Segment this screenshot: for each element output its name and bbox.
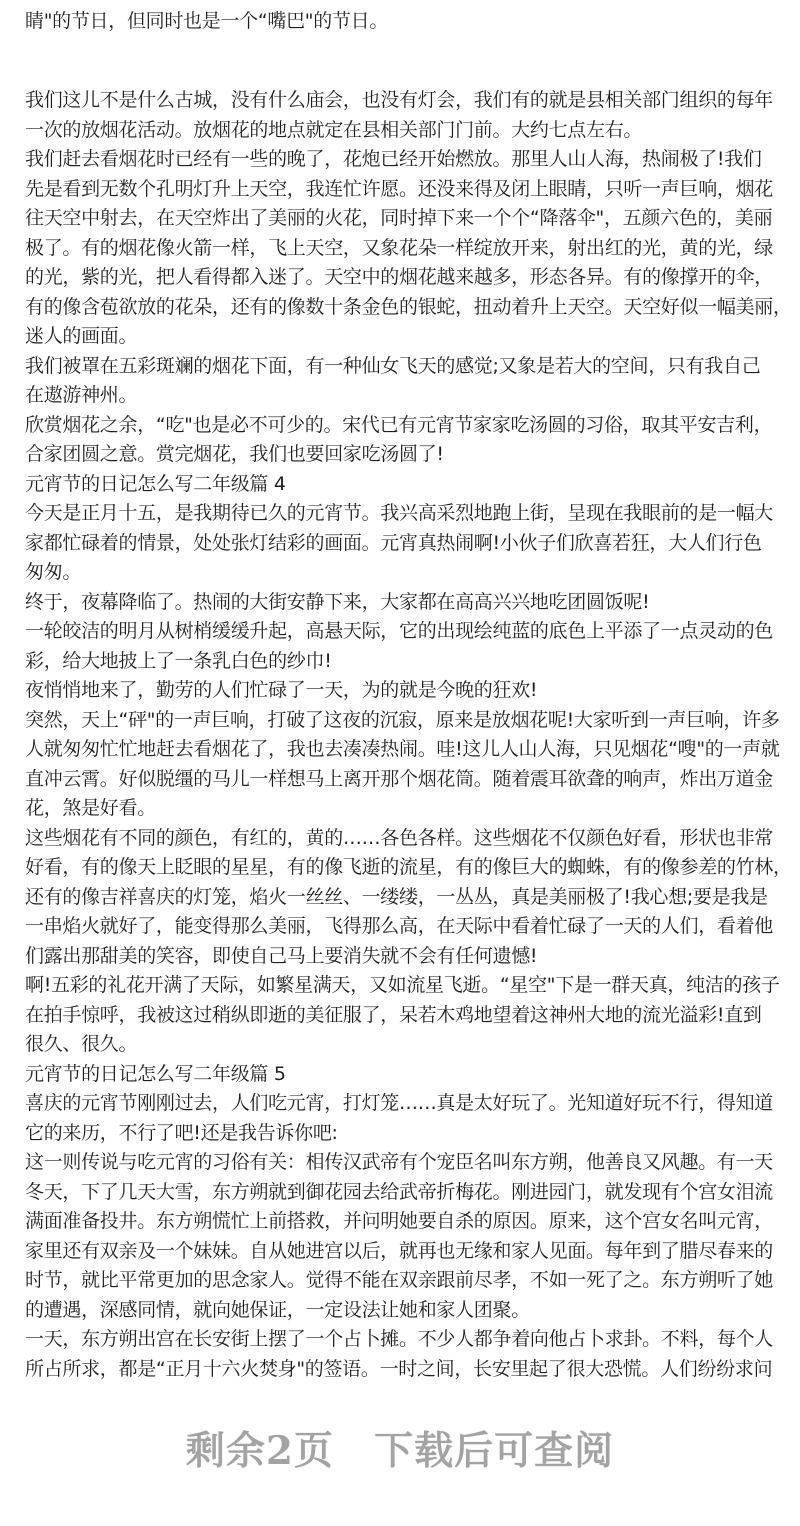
text-line: 啊!五彩的礼花开满了天际，如繁星满天，又如流星飞逝。“星空"下是一群天真，纯洁的孩子 (25, 974, 780, 996)
text-line: 往天空中射去，在天空炸出了美丽的火花，同时掉下来一个个“降落伞"，五颜六色的，美丽 (25, 207, 773, 229)
document-body (25, 7, 792, 1384)
text-line: 一天，东方朔出宫在长安街上摆了一个占卜摊。不少人都争着向他占卜求卦。不料，每个人 (25, 1328, 774, 1350)
text-line: 它的来历，不行了吧!还是我告诉你吧: (25, 1121, 338, 1144)
text-line: 我们被罩在五彩斑斓的烟花下面，有一种仙女飞天的感觉;又象是若大的空间，只有我自己 (25, 354, 761, 377)
text-line: 彩，给大地披上了一条乳白色的纱巾! (25, 649, 332, 672)
text-line: 们露出那甜美的笑容，即使自己马上要消失就不会有任何遗憾! (25, 944, 538, 967)
text-line: 的光，紫的光，把人看得都入迷了。天空中的烟花越来越多，形态各异。有的像撑开的伞， (25, 266, 774, 288)
text-line: 家都忙碌着的情景，处处张灯结彩的画面。元宵真热闹啊!小伙子们欣喜若狂，大人们行色 (25, 531, 762, 554)
text-line: 的遭遇，深感同情，就向她保证，一定设法让她和家人团聚。 (25, 1298, 530, 1321)
text-line: 突然，天上“砰"的一声巨响，打破了这夜的沉寂，原来是放烟花呢!大家听到一声巨响，许多 (25, 708, 780, 731)
intro-paragraph (25, 7, 785, 37)
text-line: 夜悄悄地来了，勤劳的人们忙碌了一天，为的就是今晚的狂欢! (25, 679, 538, 701)
text-line: 这一则传说与吃元宵的习俗有关：相传汉武帝有个宠臣名叫东方朔，他善良又风趣。有一天 (25, 1151, 774, 1173)
text-line: 时节，就比平常更加的思念家人。觉得不能在双亲跟前尽孝，不如一死了之。东方朔听了她 (25, 1269, 774, 1291)
text-line: 喜庆的元宵节刚刚过去，人们吃元宵，打灯笼……真是太好玩了。光知道好玩不行，得知道 (25, 1092, 774, 1114)
text-line: 这些烟花有不同的颜色，有红的，黄的……各色各样。这些烟花不仅颜色好看，形状也非常 (25, 826, 774, 849)
text-line: 匆匆。 (25, 561, 82, 583)
text-line: 在拍手惊呼，我被这过稍纵即逝的美征服了，呆若木鸡地望着这神州大地的流光溢彩!直到 (25, 1003, 762, 1026)
text-line: 元宵节的日记怎么写二年级篇 5 (25, 1062, 286, 1085)
text-line: 今天是正月十五，是我期待已久的元宵节。我兴高采烈地跑上街，呈现在我眼前的是一幅大 (25, 502, 774, 524)
text-line: 满面准备投井。东方朔慌忙上前搭救，并问明她要自杀的原因。原来，这个宫女名叫元宵， (25, 1210, 774, 1232)
text-line: 一串焰火就好了，能变得那么美丽，飞得那么高，在天际中看着忙碌了一天的人们，看着他 (25, 915, 774, 937)
text-line: 在遨游神州。 (25, 384, 138, 406)
remaining-pages-label: 剩余2页 (185, 1428, 335, 1474)
text-line: 先是看到无数个孔明灯升上天空，我连忙许愿。还没来得及闭上眼睛，只听一声巨响，烟花 (25, 177, 774, 200)
text-line: 元宵节的日记怎么写二年级篇 4 (25, 472, 286, 495)
text-line: 睛"的节日，但同时也是一个“嘴巴"的节日。 (25, 10, 389, 32)
text-line: 有的像含苞欲放的花朵，还有的像数十条金色的银蛇，扭动着升上天空。天空好似一幅美丽， (25, 295, 792, 318)
paragraph-gap (25, 37, 785, 87)
text-line: 所占所求，都是“正月十六火焚身"的签语。一时之间，长安里起了很大恐慌。人们纷纷求问 (25, 1357, 773, 1380)
text-line: 家里还有双亲及一个妹妹。自从她进宫以后，就再也无缘和家人见面。每年到了腊尽春来的 (25, 1239, 774, 1262)
text-line: 花，煞是好看。 (25, 797, 156, 819)
text-line: 人就匆匆忙忙地赶去看烟花了，我也去凑凑热闹。哇!这儿人山人海，只见烟花“嗖"的一声就 (25, 738, 780, 760)
text-line: 直冲云霄。好似脱缰的马儿一样想马上离开那个烟花筒。随着震耳欲聋的响声，炸出万道金 (25, 767, 774, 790)
text-line: 好看，有的像天上眨眼的星星，有的像飞逝的流星，有的像巨大的蜘蛛，有的像参差的竹林， (25, 856, 792, 878)
text-line: 冬天，下了几天大雪，东方朔就到御花园去给武帝折梅花。刚进园门，就发现有个宫女泪流 (25, 1180, 774, 1203)
text-line: 很久、很久。 (25, 1033, 138, 1055)
text-line: 欣赏烟花之余，“吃"也是必不可少的。宋代已有元宵节家家吃汤圆的习俗，取其平安吉利， (25, 413, 773, 436)
text-line: 合家团圆之意。赏完烟花，我们也要回家吃汤圆了! (25, 443, 444, 465)
text-line: 我们赶去看烟花时已经有一些的晚了，花炮已经开始燃放。那里人山人海，热闹极了!我们 (25, 148, 762, 170)
text-line: 极了。有的烟花像火箭一样，飞上天空，又象花朵一样绽放开来，射出红的光，黄的光，绿 (25, 236, 774, 259)
download-hint-label: 下载后可查阅 (374, 1428, 615, 1474)
text-line: 还有的像吉祥喜庆的灯笼，焰火一丝丝、一缕缕，一丛丛，真是美丽极了!我心想;要是我是 (25, 885, 768, 908)
main-text (25, 86, 792, 1384)
text-line: 一次的放烟花活动。放烟花的地点就定在县相关部门门前。大约七点左右。 (25, 118, 643, 141)
text-line: 迷人的画面。 (25, 325, 138, 347)
download-banner[interactable] (0, 1420, 800, 1476)
text-line: 终于，夜幕降临了。热闹的大街安静下来，大家都在高高兴兴地吃团圆饭呢! (25, 590, 650, 613)
text-line: 我们这儿不是什么古城，没有什么庙会，也没有灯会，我们有的就是县相关部门组织的每年 (25, 89, 774, 111)
text-line: 一轮皎洁的明月从树梢缓缓升起，高悬天际，它的出现绘纯蓝的底色上平添了一点灵动的色 (25, 620, 774, 642)
